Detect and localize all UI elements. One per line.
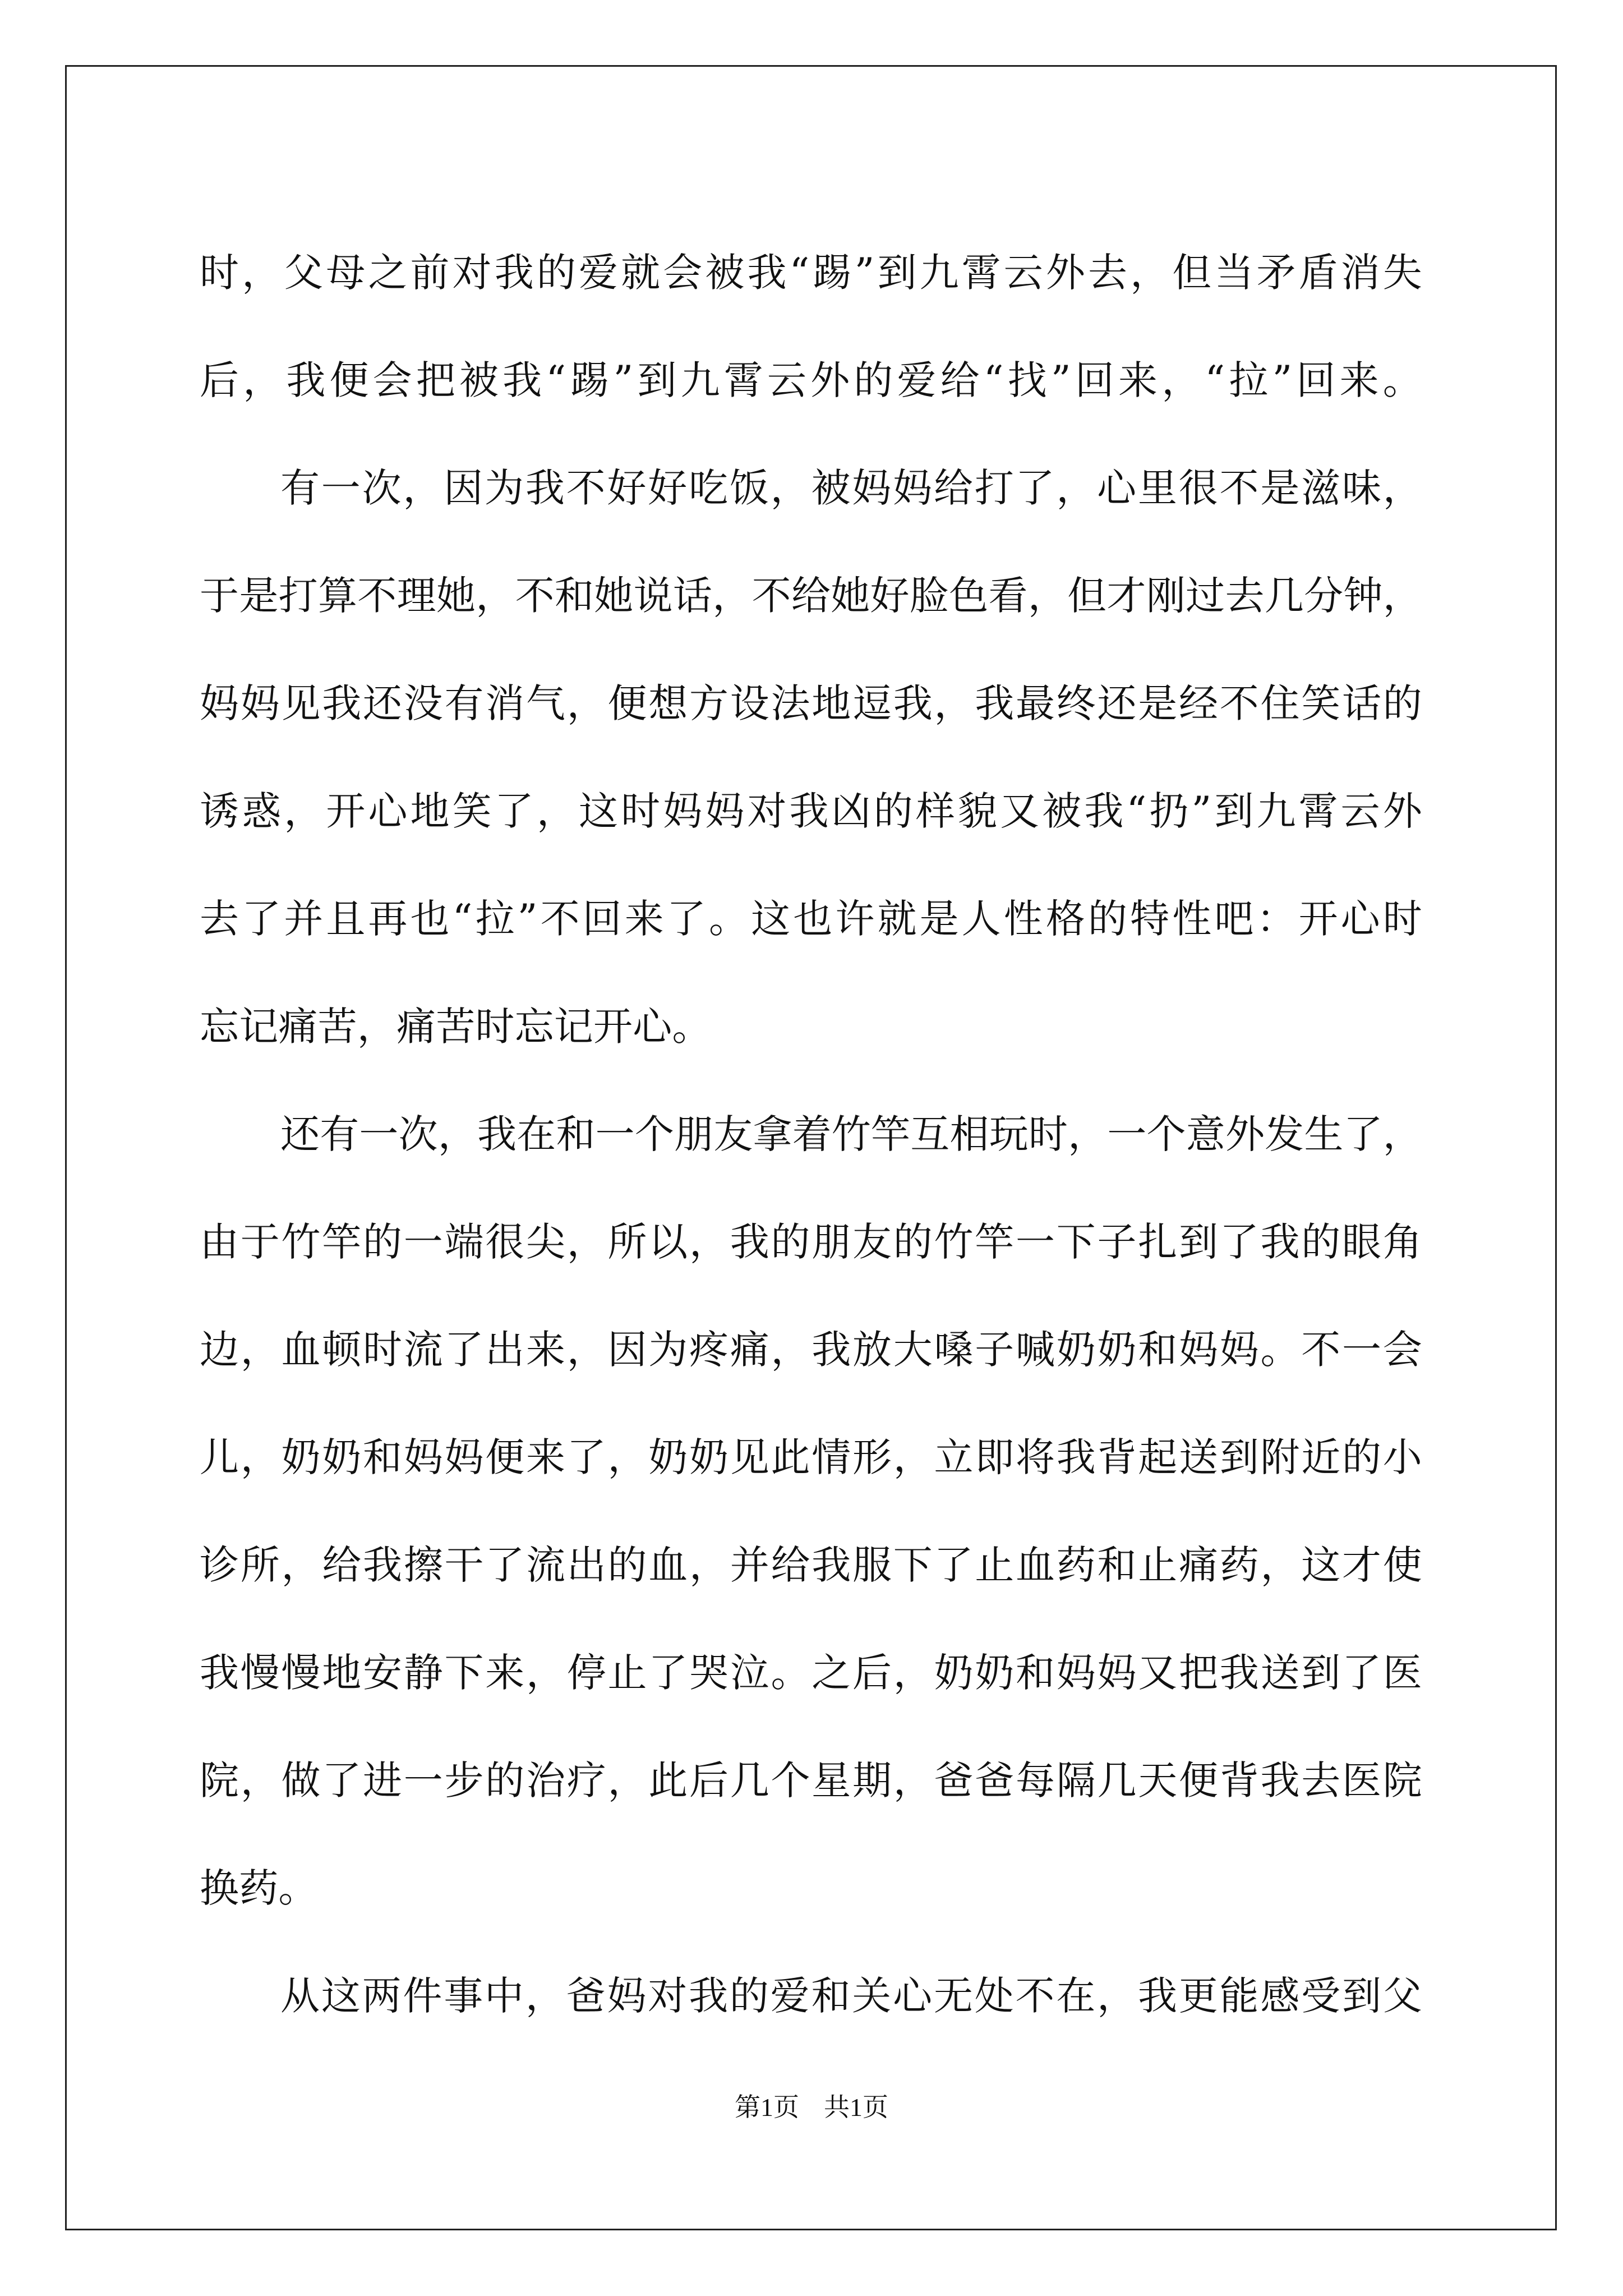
text-line: 儿，奶奶和妈妈便来了，奶奶见此情形，立即将我背起送到附近的小 — [200, 1434, 1422, 1480]
text-line: 院，做了进一步的治疗，此后几个星期，爸爸每隔几天便背我去医院 — [200, 1757, 1422, 1803]
text-line: 后，我便会把被我“踢”到九霄云外的爱给“找”回来，“拉”回来。 — [200, 357, 1422, 403]
text-line: 忘记痛苦，痛苦时忘记开心。 — [200, 1004, 712, 1050]
paragraph-first-line: 从这两件事中，爸妈对我的爱和关心无处不在，我更能感受到父 — [280, 1973, 1422, 2019]
paragraph-first-line: 还有一次，我在和一个朋友拿着竹竿互相玩时，一个意外发生了， — [280, 1111, 1422, 1157]
text-line: 于是打算不理她，不和她说话，不给她好脸色看，但才刚过去几分钟， — [200, 573, 1422, 619]
paragraph-first-line: 有一次，因为我不好好吃饭，被妈妈给打了，心里很不是滋味， — [280, 465, 1422, 511]
page-total: 共1页 — [824, 2093, 888, 2122]
text-line: 妈妈见我还没有消气，便想方设法地逗我，我最终还是经不住笑话的 — [200, 680, 1422, 726]
text-line: 时，父母之前对我的爱就会被我“踢”到九霄云外去，但当矛盾消失 — [200, 250, 1422, 296]
text-line: 诱惑，开心地笑了，这时妈妈对我凶的样貌又被我“扔”到九霄云外 — [200, 788, 1422, 834]
page-number: 第1页 — [735, 2093, 799, 2122]
text-line: 去了并且再也“拉”不回来了。这也许就是人性格的特性吧：开心时 — [200, 896, 1422, 942]
text-line: 换药。 — [200, 1865, 318, 1911]
text-line: 由于竹竿的一端很尖，所以，我的朋友的竹竿一下子扎到了我的眼角 — [200, 1219, 1422, 1265]
page-footer — [0, 2087, 1623, 2124]
text-line: 边，血顿时流了出来，因为疼痛，我放大嗓子喊奶奶和妈妈。不一会 — [200, 1327, 1422, 1373]
document-body — [200, 219, 1422, 2050]
text-line: 诊所，给我擦干了流出的血，并给我服下了止血药和止痛药，这才使 — [200, 1542, 1422, 1588]
text-line: 我慢慢地安静下来，停止了哭泣。之后，奶奶和妈妈又把我送到了医 — [200, 1650, 1422, 1696]
